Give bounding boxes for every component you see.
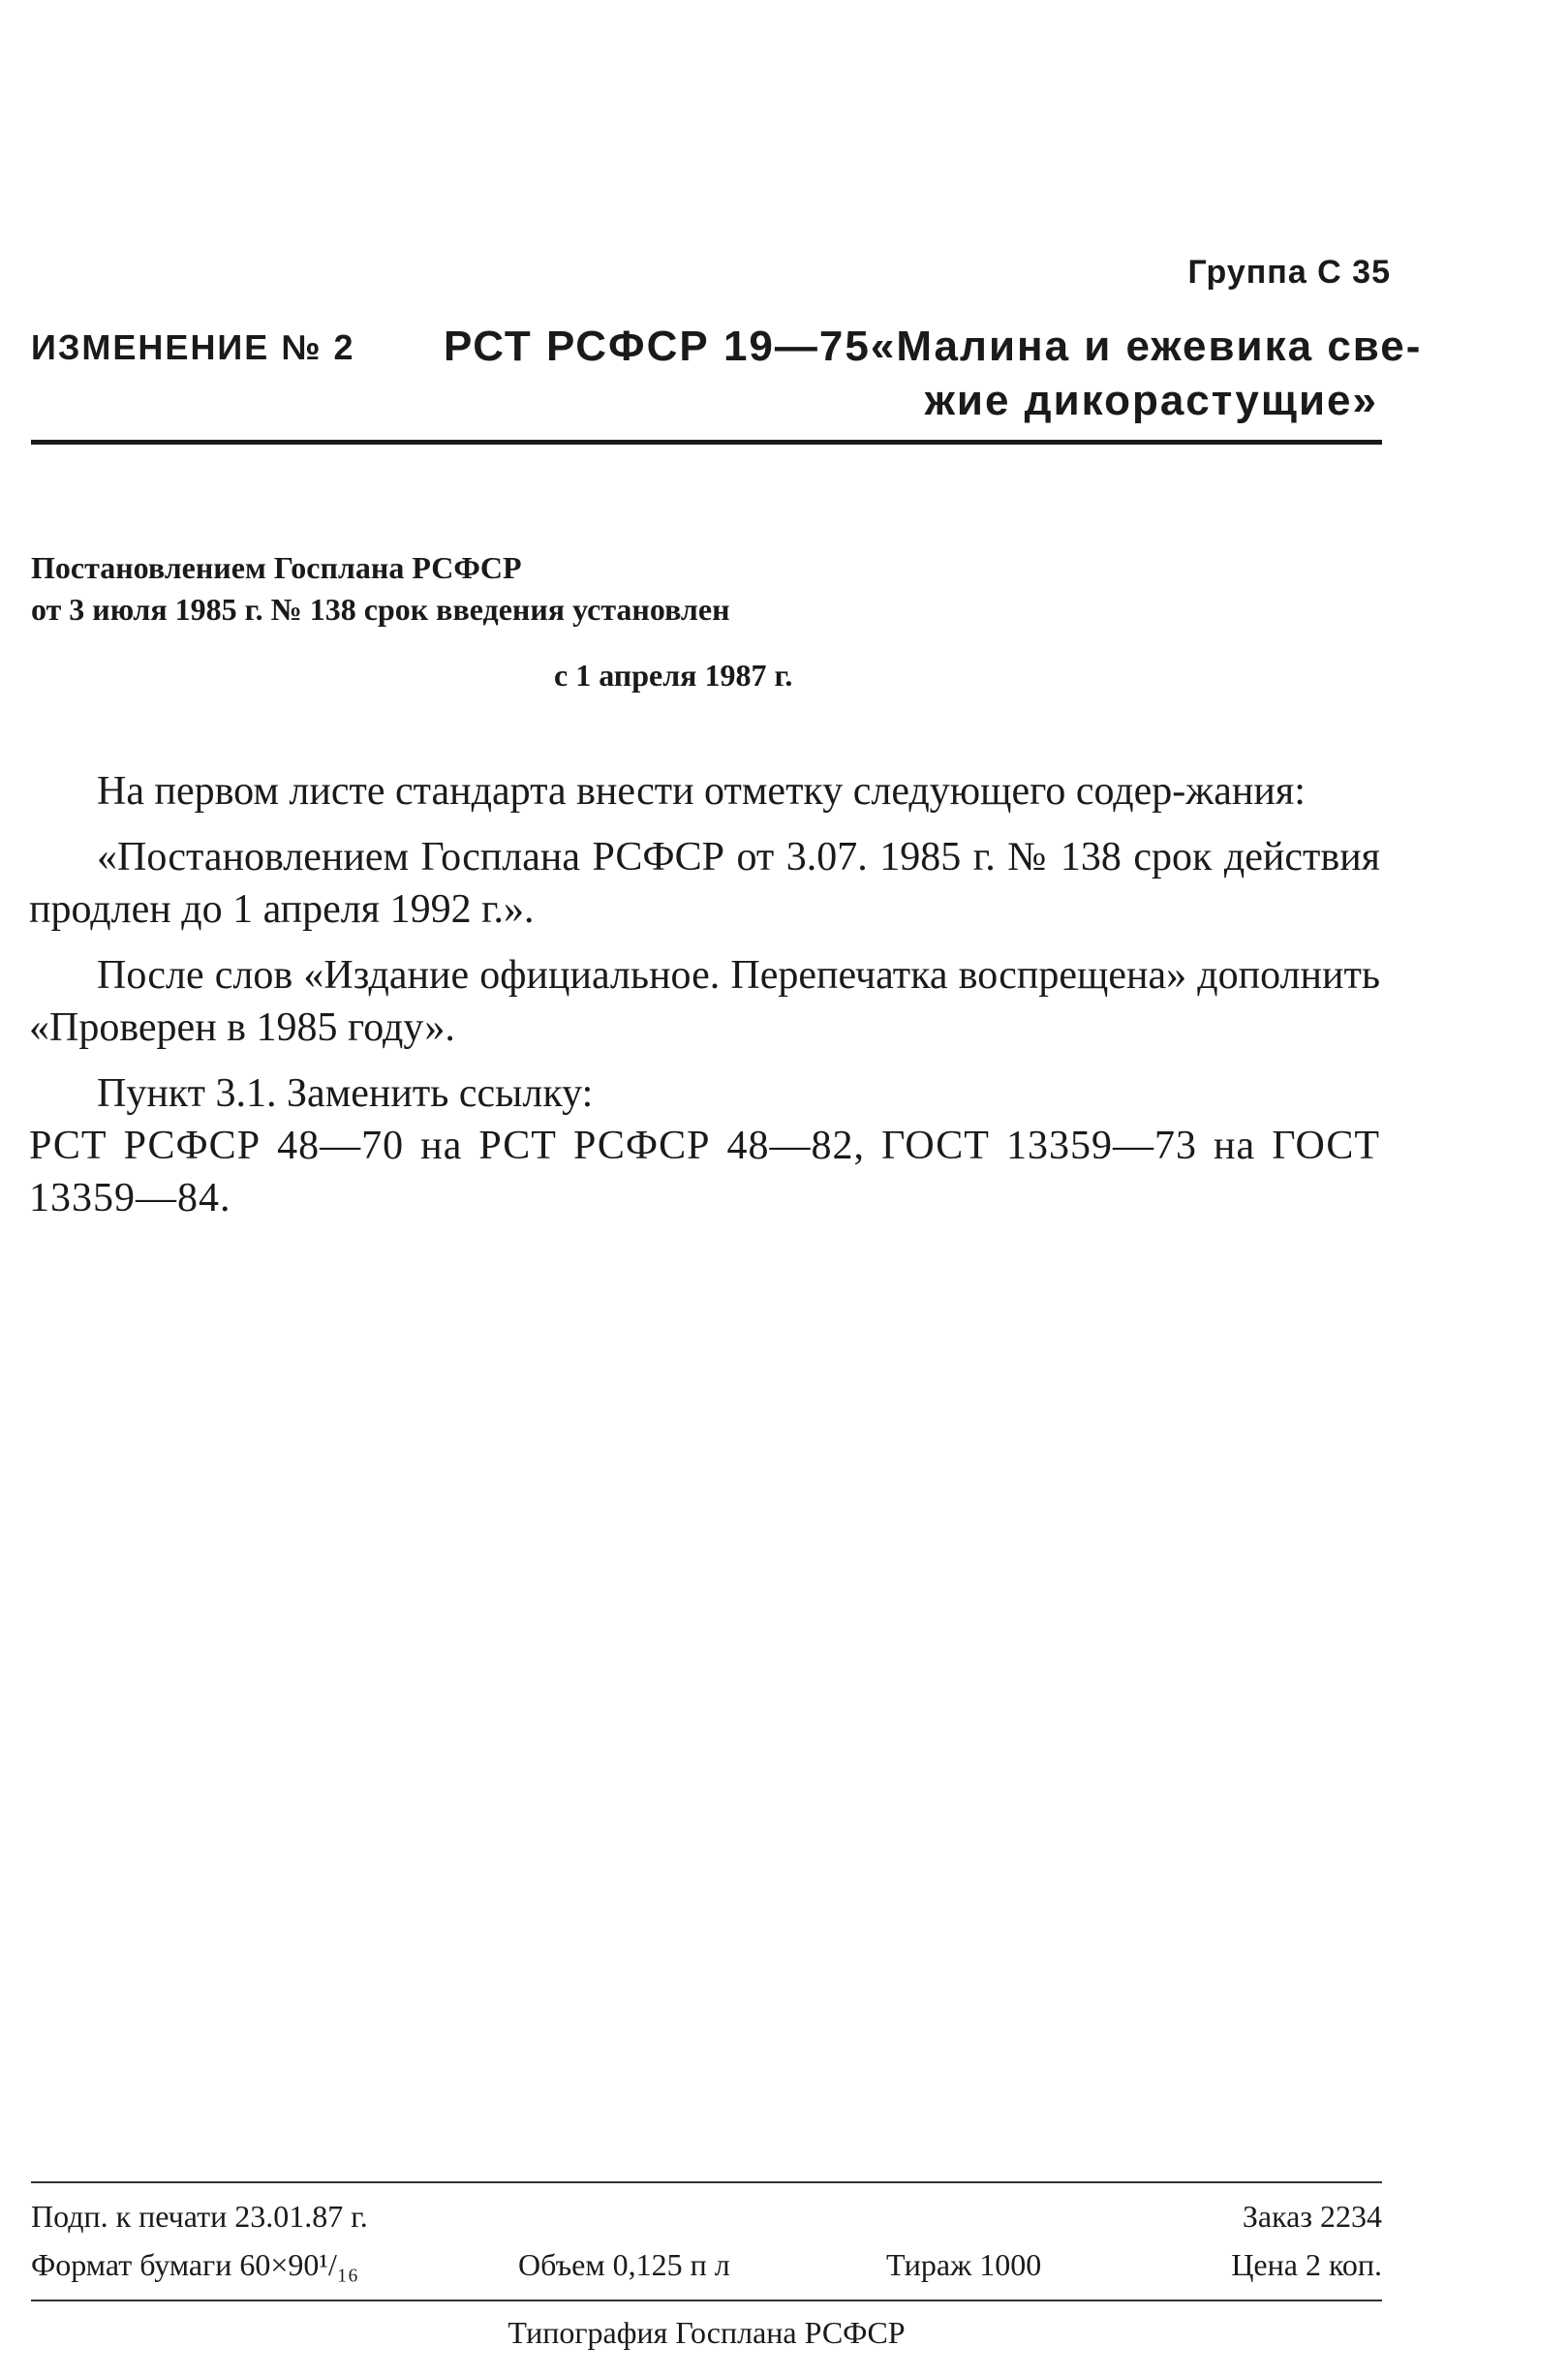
paragraph-verified-note: После слов «Издание официальное. Перепечатка воспрещена» дополнить «Проверен в 1985 году». (29, 953, 1380, 1050)
paragraph-first-sheet-note: На первом листе стандарта внести отметку следующего содер-жания: (97, 769, 1306, 814)
imprint-divider-bottom (31, 2300, 1382, 2301)
decree-line-2: от 3 июля 1985 г. № 138 срок введения установлен (31, 592, 730, 627)
standard-title (444, 320, 1423, 428)
paragraph-clause-3-1: Пункт 3.1. Заменить ссылку: (97, 1071, 594, 1116)
standard-code: РСТ РСФСР 19—75 (444, 323, 871, 370)
imprint-order-number: Заказ 2234 (1242, 2199, 1382, 2234)
paragraph-reference-replacement: РСТ РСФСР 48—70 на РСТ РСФСР 48—82, ГОСТ 13359—73 на ГОСТ 13359—84. (29, 1124, 1380, 1220)
imprint-circulation: Тираж 1000 (886, 2247, 1042, 2282)
amendment-body (29, 765, 1380, 1238)
header-divider (31, 440, 1382, 445)
decree-effective-date: с 1 апреля 1987 г. (554, 658, 793, 693)
decree-line-1: Постановлением Госплана РСФСР (31, 550, 522, 585)
paragraph-validity-extension: «Постановлением Госплана РСФСР от 3.07. 1985 г. № 138 срок действия продлен до 1 апреля 1992 г.». (29, 835, 1380, 932)
imprint-divider-top (31, 2181, 1382, 2183)
imprint-volume: Объем 0,125 п л (518, 2247, 730, 2282)
imprint-printing-house: Типография Госплана РСФСР (507, 2315, 906, 2350)
imprint-price: Цена 2 коп. (1231, 2247, 1382, 2282)
decree-block (31, 547, 792, 696)
imprint-signed-for-print: Подп. к печати 23.01.87 г. (31, 2199, 368, 2234)
imprint-paper-format: Формат бумаги 60×90¹/₁₆ (31, 2247, 359, 2282)
standard-title-line-1 (444, 320, 1423, 374)
standard-name-part-2: жие дикорастущие» (924, 377, 1378, 424)
classification-group: Группа С 35 (1187, 254, 1391, 291)
change-number-label: ИЗМЕНЕНИЕ № 2 (31, 327, 355, 367)
standard-name-part-1: «Малина и ежевика све- (870, 323, 1423, 370)
